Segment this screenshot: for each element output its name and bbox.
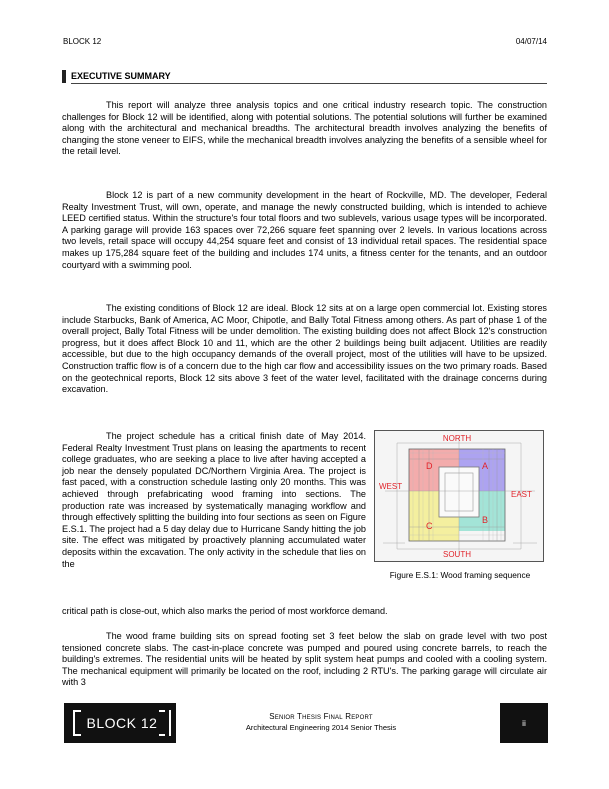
section-heading <box>62 70 547 83</box>
paragraph-schedule-continued: critical path is close-out, which also marks the period of most workforce demand. <box>62 606 388 616</box>
section-rule <box>71 83 547 84</box>
framing-sequence-figure <box>374 430 544 562</box>
paragraph-existing-conditions: The existing conditions of Block 12 are ideal. Block 12 sits at on a large open commercial lot. Existing stores include Starbucks, Bank of America, AC Moor, Chipotle, and Bally Total Fitness among others. As part of phase 1 of the overall project, Bally Total Fitness will be under demolition. The existing building does not affect Block 12's construction progress, but it does affect Block 10 and 11, which are the other 2 buildings being built adjacent. Utilities are readily accessible, but due to the high occupancy demands of the overall project, most of the utilities will have to be upsized. Construction traffic flow is of a concern due to the high car flow and accessibility issues on the two primary roads. Based on the geotechnical reports, Block 12 sits above 3 feet of the water level, facilitated with the drainage concerns during excavation. <box>62 303 547 395</box>
footer-title: Senior Thesis Final Report <box>269 712 373 721</box>
header-date: 04/07/14 <box>515 37 547 46</box>
section-marker <box>62 70 66 83</box>
label-south: SOUTH <box>443 550 471 559</box>
footer-title-block <box>176 712 466 732</box>
footer-logo-text: BLOCK 12 <box>86 715 158 731</box>
label-zone-b: B <box>482 515 489 525</box>
section-title: EXECUTIVE SUMMARY <box>71 71 171 81</box>
label-west: WEST <box>379 482 403 491</box>
paragraph-structure: The wood frame building sits on spread footing set 3 feet below the slab on grade level with two post tensioned concrete slabs. The cast-in-place concrete was pumped and poured using concrete barrels, to reach the building's extremes. The residential units will be heated by split system heat pumps and cooled with a cooling system. The mechanical equipment will primarily be located on the roof, including 2 RTU's. The parking garage will circulate air with 3 <box>62 631 547 688</box>
paragraph-project-overview: Block 12 is part of a new community development in the heart of Rockville, MD. The developer, Federal Realty Investment Trust, will own, operate, and manage the newly constructed building, which is intended to achieve LEED certified status. Within the structure's four total floors and two sublevels, various usage types will be incorporated. A parking garage will provide 163 spaces over 72,266 square feet spanning over 2 levels. In various locations across two levels, retail space will occupy 44,254 square feet and consist of 13 individual retail spaces. The residential space makes up 175,284 square feet of the building and includes 174 units, a fitness center for the tenants, and an outdoor courtyard with a swimming pool. <box>62 190 547 270</box>
paragraph-intro: This report will analyze three analysis topics and one critical industry research topic. The construction challenges for Block 12 will be identified, along with potential solutions. The potential solutions will further be examined along with the architectural and mechanical breadths. The architectural breadth involves analyzing the benefits of changing the stone veneer to EIFS, while the mechanical breadth involves analyzing the benefits of a sensible wheel for the retail level. <box>62 100 547 157</box>
figure-caption: Figure E.S.1: Wood framing sequence <box>389 570 531 580</box>
label-zone-a: A <box>482 461 489 471</box>
site-plan-drawing <box>375 431 543 561</box>
footer-subtitle: Architectural Engineering 2014 Senior Thesis <box>245 723 397 732</box>
paragraph-schedule: The project schedule has a critical finish date of May 2014. Federal Realty Investment Trust plans on leasing the apartments to recent college graduates, who are seeking a place to live after having accepted a job near the densely populated DC/Northern Virginia Area. The project is fast paced, with a construction schedule lasting only 20 months. This was achieved through prefabricating wood framing into sections. The production rate was increased by systematically managing workflow and through effectively splitting the building into four sections as seen on Figure E.S.1. The project had a 5 day delay due to Hurricane Sandy hitting the job site. The effect was mitigated by proactively planning accumulated water deposits within the excavation. The only activity in the schedule that lies on the <box>62 431 366 569</box>
header-left: BLOCK 12 <box>63 37 102 46</box>
label-east: EAST <box>511 490 532 499</box>
page-number: ii <box>500 703 548 743</box>
label-zone-c: C <box>426 521 433 531</box>
footer-logo-block <box>64 703 176 743</box>
label-zone-d: D <box>426 461 433 471</box>
block12-logo <box>73 710 171 736</box>
label-north: NORTH <box>442 434 472 443</box>
